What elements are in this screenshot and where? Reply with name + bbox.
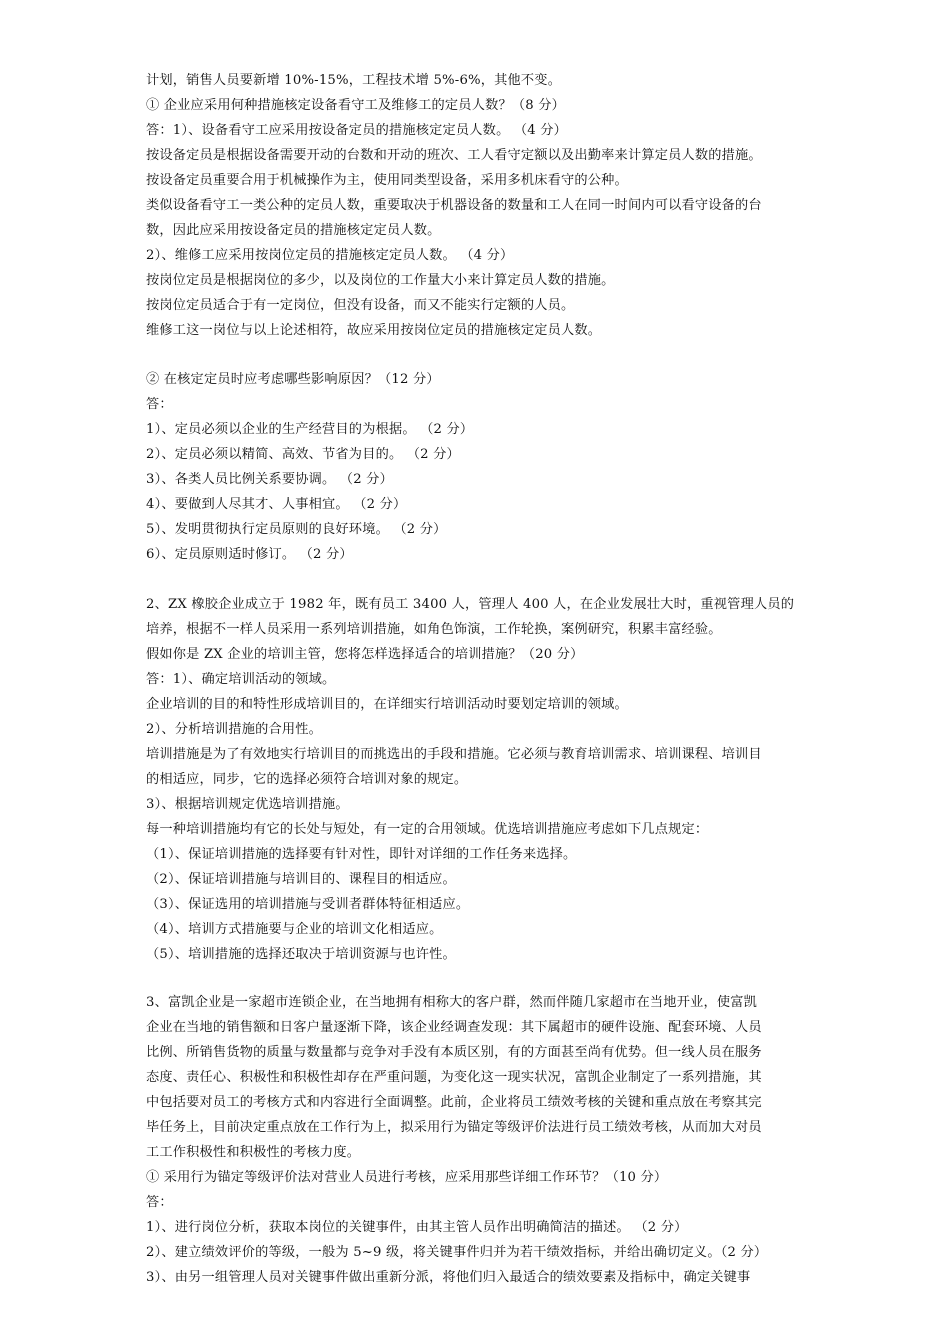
text-line: 的相适应，同步，它的选择必须符合培训对象的规定。 [146, 772, 468, 787]
text-line: 2）、维修工应采用按岗位定员的措施核定定员人数。 （4 分） [146, 248, 514, 263]
text-line: 维修工这一岗位与以上论述相符，故应采用按岗位定员的措施核定定员人数。 [146, 323, 602, 338]
list-item: 5）、发明贯彻执行定员原则的良好环境。 （2 分） [146, 522, 447, 537]
text-line: 培训措施是为了有效地实行培训目的而挑选出的手段和措施。它必须与教育培训需求、培训课程、培训目 [146, 747, 762, 762]
list-item: 6）、定员原则适时修订。 （2 分） [146, 547, 353, 562]
list-item: 2）、定员必须以精简、高效、节省为目的。 （2 分） [146, 447, 460, 462]
answer-line: 答：1）、设备看守工应采用按设备定员的措施核定定员人数。 （4 分） [146, 123, 567, 138]
text-line: 计划，销售人员要新增 10%-15%，工程技术增 5%-6%，其他不变。 [146, 73, 562, 88]
question-1-2: ② 在核定定员时应考虑哪些影响原因？（12 分） [146, 372, 440, 387]
question-2: 假如你是 ZX 企业的培训主管，您将怎样选择适合的培训措施？（20 分） [146, 647, 584, 662]
case-3-text: 态度、责任心、积极性和积极性却存在严重问题，为变化这一现实状况，富凯企业制定了一系列措施，其 [146, 1070, 762, 1085]
text-line: 数，因此应采用按设备定员的措施核定定员人数。 [146, 223, 441, 238]
case-3-text: 中包括要对员工的考核方式和内容进行全面调整。此前，企业将员工绩效考核的关键和重点放在考察其完 [146, 1095, 762, 1110]
list-item: （1）、保证培训措施的选择要有针对性，即针对详细的工作任务来选择。 [146, 847, 577, 862]
text-line: 按设备定员重要合用于机械操作为主，使用同类型设备，采用多机床看守的公种。 [146, 173, 628, 188]
case-3-text: 毕任务上，目前决定重点放在工作行为上，拟采用行为锚定等级评价法进行员工绩效考核，从而加大对员 [146, 1120, 762, 1135]
answer-label: 答： [146, 397, 173, 412]
text-line: 2）、分析培训措施的合用性。 [146, 722, 323, 737]
text-line: 3）、根据培训规定优选培训措施。 [146, 797, 349, 812]
list-item: （4）、培训方式措施要与企业的培训文化相适应。 [146, 922, 443, 937]
case-3-text: 企业在当地的销售额和日客户量逐渐下降，该企业经调查发现：其下属超市的硬件设施、配套环境、人员 [146, 1020, 762, 1035]
case-3-text: 3、富凯企业是一家超市连锁企业，在当地拥有相称大的客户群，然而伴随几家超市在当地开业，使富凯 [146, 995, 758, 1010]
case-3-text: 工工作积极性和积极性的考核力度。 [146, 1145, 361, 1160]
case-3-text: 比例、所销售货物的质量与数量都与竞争对手没有本质区别，有的方面甚至尚有优势。但一线人员在服务 [146, 1045, 762, 1060]
text-line: 每一种培训措施均有它的长处与短处，有一定的合用领域。优选培训措施应考虑如下几点规定： [146, 822, 709, 837]
text-line: 按设备定员是根据设备需要开动的台数和开动的班次、工人看守定额以及出勤率来计算定员人数的措施。 [146, 148, 762, 163]
question-1-1: ① 企业应采用何种措施核定设备看守工及维修工的定员人数？（8 分） [146, 98, 565, 113]
list-item: （2）、保证培训措施与培训目的、课程目的相适应。 [146, 872, 456, 887]
list-item: 1）、进行岗位分析，获取本岗位的关键事件，由其主管人员作出明确简洁的描述。 （2 分） [146, 1220, 688, 1235]
text-line: 按岗位定员适合于有一定岗位，但没有设备，而又不能实行定额的人员。 [146, 298, 575, 313]
case-2-text: 培养，根据不一样人员采用一系列培训措施，如角色饰演，工作轮换，案例研究，积累丰富经验。 [146, 622, 722, 637]
list-item: 3）、各类人员比例关系要协调。 （2 分） [146, 472, 393, 487]
list-item: 2）、建立绩效评价的等级，一般为 5~9 级，将关键事件归并为若干绩效指标，并给出确切定义。（2 分） [146, 1245, 768, 1260]
text-line: 类似设备看守工一类公种的定员人数，重要取决于机器设备的数量和工人在同一时间内可以看守设备的台 [146, 198, 762, 213]
list-item: 3）、由另一组管理人员对关键事件做出重新分派，将他们归入最适合的绩效要素及指标中，确定关键事 [146, 1270, 751, 1285]
list-item: （3）、保证选用的培训措施与受训者群体特征相适应。 [146, 897, 470, 912]
list-item: 1）、定员必须以企业的生产经营目的为根据。 （2 分） [146, 422, 474, 437]
answer-line: 答：1）、确定培训活动的领域。 [146, 672, 336, 687]
answer-label: 答： [146, 1195, 173, 1210]
text-line: 按岗位定员是根据岗位的多少，以及岗位的工作量大小来计算定员人数的措施。 [146, 273, 615, 288]
question-3-1: ① 采用行为锚定等级评价法对营业人员进行考核，应采用那些详细工作环节？（10 分） [146, 1170, 668, 1185]
text-line: 企业培训的目的和特性形成培训目的，在详细实行培训活动时要划定培训的领域。 [146, 697, 628, 712]
case-2-text: 2、ZX 橡胶企业成立于 1982 年，既有员工 3400 人，管理人 400 人，在企业发展壮大时，重视管理人员的 [146, 597, 795, 612]
list-item: 4）、要做到人尽其才、人事相宜。 （2 分） [146, 497, 407, 512]
list-item: （5）、培训措施的选择还取决于培训资源与也许性。 [146, 947, 456, 962]
